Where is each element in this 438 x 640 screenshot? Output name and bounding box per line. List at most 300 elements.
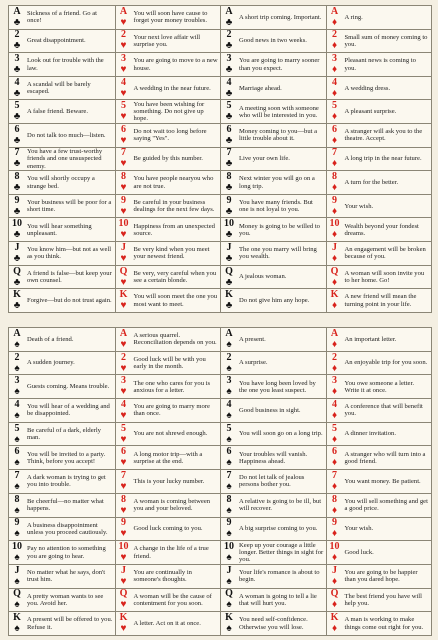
club-icon: ♣ — [225, 229, 233, 241]
diamond-icon: ♦ — [331, 182, 338, 194]
fortune-row — [9, 194, 115, 218]
fortune-row — [116, 564, 221, 588]
club-icon: ♣ — [225, 182, 233, 194]
fortune-text: Good news in two weeks. — [239, 37, 307, 45]
heart-icon: ♥ — [120, 252, 127, 264]
fortune-row — [327, 217, 432, 241]
fortune-text: Good business in sight. — [239, 406, 301, 414]
fortune-row — [221, 170, 326, 194]
card-rank: 5 — [226, 422, 232, 434]
fortune-text: A surprise. — [239, 359, 268, 367]
card-rank: 8 — [226, 171, 232, 183]
card-rank: K — [225, 289, 233, 301]
spade-icon: ♠ — [226, 433, 232, 445]
fortune-text: A friend is false—but keep your own counsel. — [27, 269, 112, 284]
fortune-row — [9, 374, 115, 398]
spade-icon: ♠ — [226, 457, 232, 469]
fortune-text: You have a few trust-worthy friends and one unsuspected enemy. — [27, 148, 103, 170]
card-index — [117, 542, 131, 563]
fortune-row — [221, 469, 326, 493]
fortune-row — [9, 123, 115, 147]
fortune-text: Be very, very careful when you see a certain blonde. — [133, 269, 217, 284]
card-rank: 10 — [12, 218, 22, 230]
card-rank: 9 — [226, 194, 232, 206]
card-index — [222, 243, 236, 264]
card-rank: J — [226, 564, 232, 576]
card-index — [222, 329, 236, 350]
fortune-row — [9, 288, 115, 312]
fortune-text: An important letter. — [344, 335, 397, 343]
column-club — [9, 6, 115, 312]
heart-icon: ♥ — [120, 300, 127, 312]
fortune-text: A wedding dress. — [344, 84, 391, 92]
fortune-text: No matter what he says, don't trust him. — [27, 569, 106, 584]
fortune-row — [327, 265, 432, 289]
fortune-row — [9, 217, 115, 241]
card-index — [222, 219, 236, 240]
fortune-text: Do not let talk of jealous persons bother you. — [239, 474, 305, 489]
card-index — [222, 542, 236, 563]
card-index — [328, 376, 342, 397]
fortune-row — [9, 564, 115, 588]
fortune-row — [9, 76, 115, 100]
fortune-row — [221, 328, 326, 351]
card-rank: A — [225, 328, 233, 339]
card-rank: 7 — [226, 469, 232, 481]
card-index — [10, 30, 24, 51]
fortune-row — [9, 241, 115, 265]
fortune-text: Your wish. — [344, 525, 374, 533]
fortune-row — [221, 194, 326, 218]
heart-icon: ♥ — [120, 504, 127, 516]
diamond-icon: ♦ — [331, 338, 338, 350]
card-index — [222, 400, 236, 421]
fortune-text: Small sum of money coming to you. — [344, 33, 428, 48]
fortune-text: You are going to be happier than you dared hope. — [344, 569, 418, 584]
card-index — [117, 290, 131, 311]
card-rank: 10 — [118, 541, 129, 553]
card-index — [222, 172, 236, 193]
fortune-row — [116, 52, 221, 76]
card-index — [117, 495, 131, 516]
card-rank: K — [119, 289, 128, 301]
fortune-row — [116, 99, 221, 123]
card-rank: 8 — [332, 171, 337, 183]
card-index — [328, 172, 342, 193]
card-index — [222, 125, 236, 146]
card-rank: K — [119, 612, 128, 624]
spade-icon: ♠ — [14, 457, 20, 469]
fortune-row — [327, 123, 432, 147]
fortune-row — [9, 611, 115, 635]
diamond-icon: ♦ — [331, 300, 338, 312]
fortune-row — [9, 265, 115, 289]
fortune-row — [327, 564, 432, 588]
card-index — [117, 471, 131, 492]
spade-icon: ♠ — [14, 480, 20, 492]
column-diamond — [326, 6, 432, 312]
card-rank: K — [330, 289, 339, 301]
heart-icon: ♥ — [120, 480, 127, 492]
fortune-row — [9, 328, 115, 351]
spade-icon: ♠ — [226, 504, 232, 516]
card-index — [117, 219, 131, 240]
card-index — [222, 148, 236, 169]
fortune-text: Live your own life. — [239, 155, 290, 163]
card-rank: 7 — [226, 147, 232, 159]
fortune-text: A relative is going to be ill, but will recover. — [239, 497, 322, 513]
fortune-text: You are going to move to a new house. — [133, 57, 218, 72]
fortune-text: You are continually in someone's thoughts. — [133, 569, 192, 584]
fortune-row — [116, 422, 221, 446]
card-rank: 4 — [332, 76, 337, 88]
fortune-text: Be careful of a dark, elderly man. — [27, 426, 101, 442]
fortune-text: You will soon go on a long trip. — [239, 430, 323, 438]
fortune-row — [327, 76, 432, 100]
fortune-text: A pleasant surprise. — [344, 108, 397, 116]
heart-icon: ♥ — [120, 276, 127, 288]
fortune-row — [327, 445, 432, 469]
card-rank: 7 — [14, 147, 20, 159]
card-index — [328, 219, 342, 240]
fortune-text: You have long been loved by the one you least suspect. — [239, 379, 316, 394]
diamond-icon: ♦ — [331, 599, 338, 611]
diamond-icon: ♦ — [331, 480, 338, 492]
card-index — [117, 376, 131, 397]
card-rank: 2 — [332, 351, 337, 363]
fortune-text: A present will be offered to you. Refuse it. — [27, 616, 113, 631]
card-index — [222, 290, 236, 311]
fortune-text: Your life's romance is about to begin. — [239, 569, 320, 584]
fortune-text: You have many friends. But one is not loyal to you. — [239, 198, 313, 214]
card-rank: 4 — [14, 76, 20, 88]
fortune-text: You are going to marry more than once. — [133, 403, 210, 418]
diamond-icon: ♦ — [331, 111, 338, 123]
fortune-row — [116, 288, 221, 312]
diamond-icon: ♦ — [331, 229, 338, 241]
fortune-text: You will soon meet the one you most want to meet. — [133, 293, 218, 308]
club-icon: ♣ — [225, 16, 233, 28]
card-index — [10, 54, 24, 75]
club-icon: ♣ — [225, 300, 233, 312]
spade-icon: ♠ — [14, 623, 20, 635]
heart-icon: ♥ — [120, 575, 127, 587]
heart-icon: ♥ — [120, 40, 127, 52]
fortune-row — [221, 588, 326, 612]
fortune-row — [221, 288, 326, 312]
fortune-text: Be guided by this number. — [133, 155, 203, 163]
fortune-text: You owe someone a letter. Write it at once. — [344, 379, 414, 394]
fortune-row — [221, 123, 326, 147]
fortune-row — [116, 328, 221, 351]
card-index — [222, 471, 236, 492]
card-rank: 9 — [14, 517, 20, 529]
card-index — [10, 353, 24, 374]
card-index — [328, 542, 342, 563]
card-index — [328, 148, 342, 169]
card-rank: 8 — [226, 493, 232, 505]
card-index — [222, 54, 236, 75]
club-icon: ♣ — [13, 40, 21, 52]
fortune-text: Be careful in your business dealings for the next few days. — [133, 198, 215, 214]
column-spade — [220, 328, 326, 635]
card-rank: Q — [330, 588, 339, 600]
club-icon: ♣ — [225, 158, 233, 170]
card-index — [10, 542, 24, 563]
fortune-text: A dinner invitation. — [344, 430, 396, 438]
fortune-text: A long trip in the near future. — [344, 155, 422, 163]
card-rank: 3 — [226, 53, 232, 65]
fortune-text: You need self-confidence. Otherwise you will lose. — [239, 616, 308, 631]
fortune-text: Great disappointment. — [27, 37, 86, 45]
card-rank: 2 — [226, 351, 232, 363]
card-index — [10, 290, 24, 311]
fortune-text: Forgive—but do not trust again. — [27, 297, 112, 305]
card-index — [328, 30, 342, 51]
fortune-row — [221, 52, 326, 76]
club-icon: ♣ — [13, 16, 21, 28]
card-rank: 5 — [332, 422, 337, 434]
spade-icon: ♠ — [14, 552, 20, 564]
fortune-row — [221, 445, 326, 469]
spade-icon: ♠ — [226, 599, 232, 611]
fortune-text: Good luck. — [344, 548, 374, 556]
club-icon: ♣ — [225, 87, 233, 99]
card-index — [328, 196, 342, 217]
heart-icon: ♥ — [120, 182, 127, 194]
fortune-row — [221, 217, 326, 241]
card-rank: 5 — [14, 422, 20, 434]
card-rank: A — [13, 6, 21, 17]
heart-icon: ♥ — [120, 386, 127, 398]
fortune-row — [9, 170, 115, 194]
card-rank: 10 — [329, 218, 340, 230]
heart-icon: ♥ — [120, 362, 127, 374]
fortune-row — [221, 241, 326, 265]
card-rank: 7 — [14, 469, 20, 481]
fortune-row — [9, 29, 115, 53]
fortune-text: Do not wait too long before saying "Yes". — [133, 128, 207, 143]
card-rank: 9 — [121, 517, 126, 529]
spade-icon: ♠ — [226, 623, 232, 635]
fortune-row — [327, 374, 432, 398]
column-club — [220, 6, 326, 312]
diamond-icon: ♦ — [331, 409, 338, 421]
fortune-row — [327, 328, 432, 351]
spade-icon: ♠ — [226, 528, 232, 540]
card-rank: A — [119, 328, 128, 339]
fortune-row — [327, 288, 432, 312]
fortune-text: Be cheerful—no matter what happens. — [27, 497, 104, 513]
fortune-row — [327, 99, 432, 123]
fortune-row — [116, 170, 221, 194]
diamond-icon: ♦ — [331, 575, 338, 587]
fortune-row — [327, 194, 432, 218]
fortune-row — [221, 374, 326, 398]
card-index — [328, 613, 342, 634]
heart-icon: ♥ — [120, 552, 127, 564]
card-index — [10, 329, 24, 350]
card-rank: 8 — [14, 171, 20, 183]
spade-icon: ♠ — [226, 480, 232, 492]
card-rank: A — [330, 6, 339, 17]
club-icon: ♣ — [13, 182, 21, 194]
fortune-row — [221, 493, 326, 517]
spade-icon: ♠ — [14, 599, 20, 611]
card-rank: 9 — [121, 194, 126, 206]
fortune-text: Your business will be poor for a short time. — [27, 198, 112, 214]
fortune-row — [116, 493, 221, 517]
card-rank: J — [226, 241, 232, 253]
heart-icon: ♥ — [120, 409, 127, 421]
fortune-text: Money is going to be willed to you. — [239, 222, 320, 237]
card-rank: J — [121, 241, 126, 253]
card-index — [328, 353, 342, 374]
spade-icon: ♠ — [226, 338, 232, 350]
fortune-row — [116, 611, 221, 635]
fortune-text: Pleasant news is coming to you. — [344, 57, 416, 72]
card-rank: 4 — [14, 398, 20, 410]
fortune-sheet-top — [8, 5, 432, 313]
card-index — [10, 589, 24, 610]
fortune-text: You have been wishing for something. Do not give up hope. — [133, 100, 205, 123]
card-rank: 7 — [332, 147, 337, 159]
card-index — [117, 424, 131, 445]
card-rank: 7 — [121, 469, 126, 481]
card-index — [222, 7, 236, 28]
card-index — [10, 125, 24, 146]
fortune-text: Marriage ahead. — [239, 84, 282, 92]
fortune-row — [327, 29, 432, 53]
fortune-text: You will shortly occupy a strange bed. — [27, 175, 95, 190]
diamond-icon: ♦ — [331, 362, 338, 374]
fortune-text: You are going to marry sooner than you expect. — [239, 57, 320, 72]
card-index — [328, 400, 342, 421]
card-index — [117, 566, 131, 587]
spade-icon: ♠ — [14, 386, 20, 398]
diamond-icon: ♦ — [331, 552, 338, 564]
heart-icon: ♥ — [120, 433, 127, 445]
card-rank: 4 — [226, 76, 232, 88]
fortune-text: Next winter you will go on a long trip. — [239, 175, 315, 190]
fortune-row — [116, 241, 221, 265]
card-index — [10, 78, 24, 99]
diamond-icon: ♦ — [331, 87, 338, 99]
fortune-text: Your next love affair will surprise you. — [133, 33, 201, 48]
diamond-icon: ♦ — [331, 623, 338, 635]
fortune-text: You will hear something unpleasant. — [27, 222, 92, 237]
card-rank: 3 — [14, 375, 20, 387]
fortune-row — [327, 170, 432, 194]
fortune-row — [327, 147, 432, 171]
fortune-row — [116, 398, 221, 422]
club-icon: ♣ — [13, 111, 21, 123]
diamond-icon: ♦ — [331, 134, 338, 146]
card-index — [10, 196, 24, 217]
card-rank: 10 — [224, 218, 234, 230]
diamond-icon: ♦ — [331, 457, 338, 469]
card-rank: 3 — [14, 53, 20, 65]
card-index — [117, 353, 131, 374]
fortune-row — [9, 540, 115, 564]
fortune-text: An engagement will be broken because of you. — [344, 246, 426, 261]
card-rank: 6 — [14, 123, 20, 135]
fortune-text: You know him—but not as well as you think. — [27, 246, 112, 261]
card-index — [117, 400, 131, 421]
fortune-text: A letter. Act on it at once. — [133, 619, 201, 627]
fortune-text: A dark woman is trying to get you into trouble. — [27, 474, 106, 489]
card-index — [328, 7, 342, 28]
fortune-row — [221, 6, 326, 29]
card-index — [117, 125, 131, 146]
spade-icon: ♠ — [226, 386, 232, 398]
column-diamond — [326, 328, 432, 635]
club-icon: ♣ — [13, 205, 21, 217]
diamond-icon: ♦ — [331, 386, 338, 398]
heart-icon: ♥ — [120, 205, 127, 217]
card-rank: 6 — [14, 446, 20, 458]
fortune-text: You will sell something and get a good price. — [344, 497, 428, 513]
spade-icon: ♠ — [14, 504, 20, 516]
fortune-text: You will be invited to a party. Think, before you accept! — [27, 450, 106, 465]
heart-icon: ♥ — [120, 623, 127, 635]
fortune-text: Guests coming. Means trouble. — [27, 383, 110, 391]
fortune-text: Do not talk too much—listen. — [27, 131, 106, 139]
card-index — [222, 424, 236, 445]
card-index — [117, 518, 131, 539]
card-index — [10, 471, 24, 492]
card-index — [117, 329, 131, 350]
card-index — [328, 495, 342, 516]
card-index — [10, 267, 24, 288]
card-rank: 4 — [332, 398, 337, 410]
card-index — [328, 424, 342, 445]
card-rank: J — [332, 564, 337, 576]
card-rank: K — [13, 289, 21, 301]
card-index — [222, 518, 236, 539]
card-index — [328, 447, 342, 468]
fortune-row — [116, 588, 221, 612]
fortune-row — [116, 469, 221, 493]
heart-icon: ♥ — [120, 64, 127, 76]
fortune-row — [116, 445, 221, 469]
fortune-row — [327, 469, 432, 493]
card-index — [117, 54, 131, 75]
fortune-row — [116, 194, 221, 218]
card-rank: 8 — [121, 171, 126, 183]
card-index — [117, 243, 131, 264]
card-index — [328, 290, 342, 311]
card-rank: 6 — [226, 123, 232, 135]
diamond-icon: ♦ — [331, 504, 338, 516]
heart-icon: ♥ — [120, 229, 127, 241]
card-index — [10, 495, 24, 516]
card-rank: 10 — [329, 541, 340, 553]
fortune-text: A pretty woman wants to see you. Avoid her. — [27, 592, 104, 607]
fortune-row — [221, 517, 326, 541]
column-heart — [115, 6, 221, 312]
diamond-icon: ♦ — [331, 40, 338, 52]
fortune-text: A woman is going to tell a lie that will hurt you. — [239, 592, 317, 607]
fortune-row — [327, 540, 432, 564]
fortune-row — [9, 445, 115, 469]
card-index — [222, 447, 236, 468]
card-rank: 7 — [121, 147, 126, 159]
fortune-row — [9, 52, 115, 76]
fortune-row — [221, 147, 326, 171]
fortune-row — [9, 493, 115, 517]
card-rank: K — [330, 612, 339, 624]
